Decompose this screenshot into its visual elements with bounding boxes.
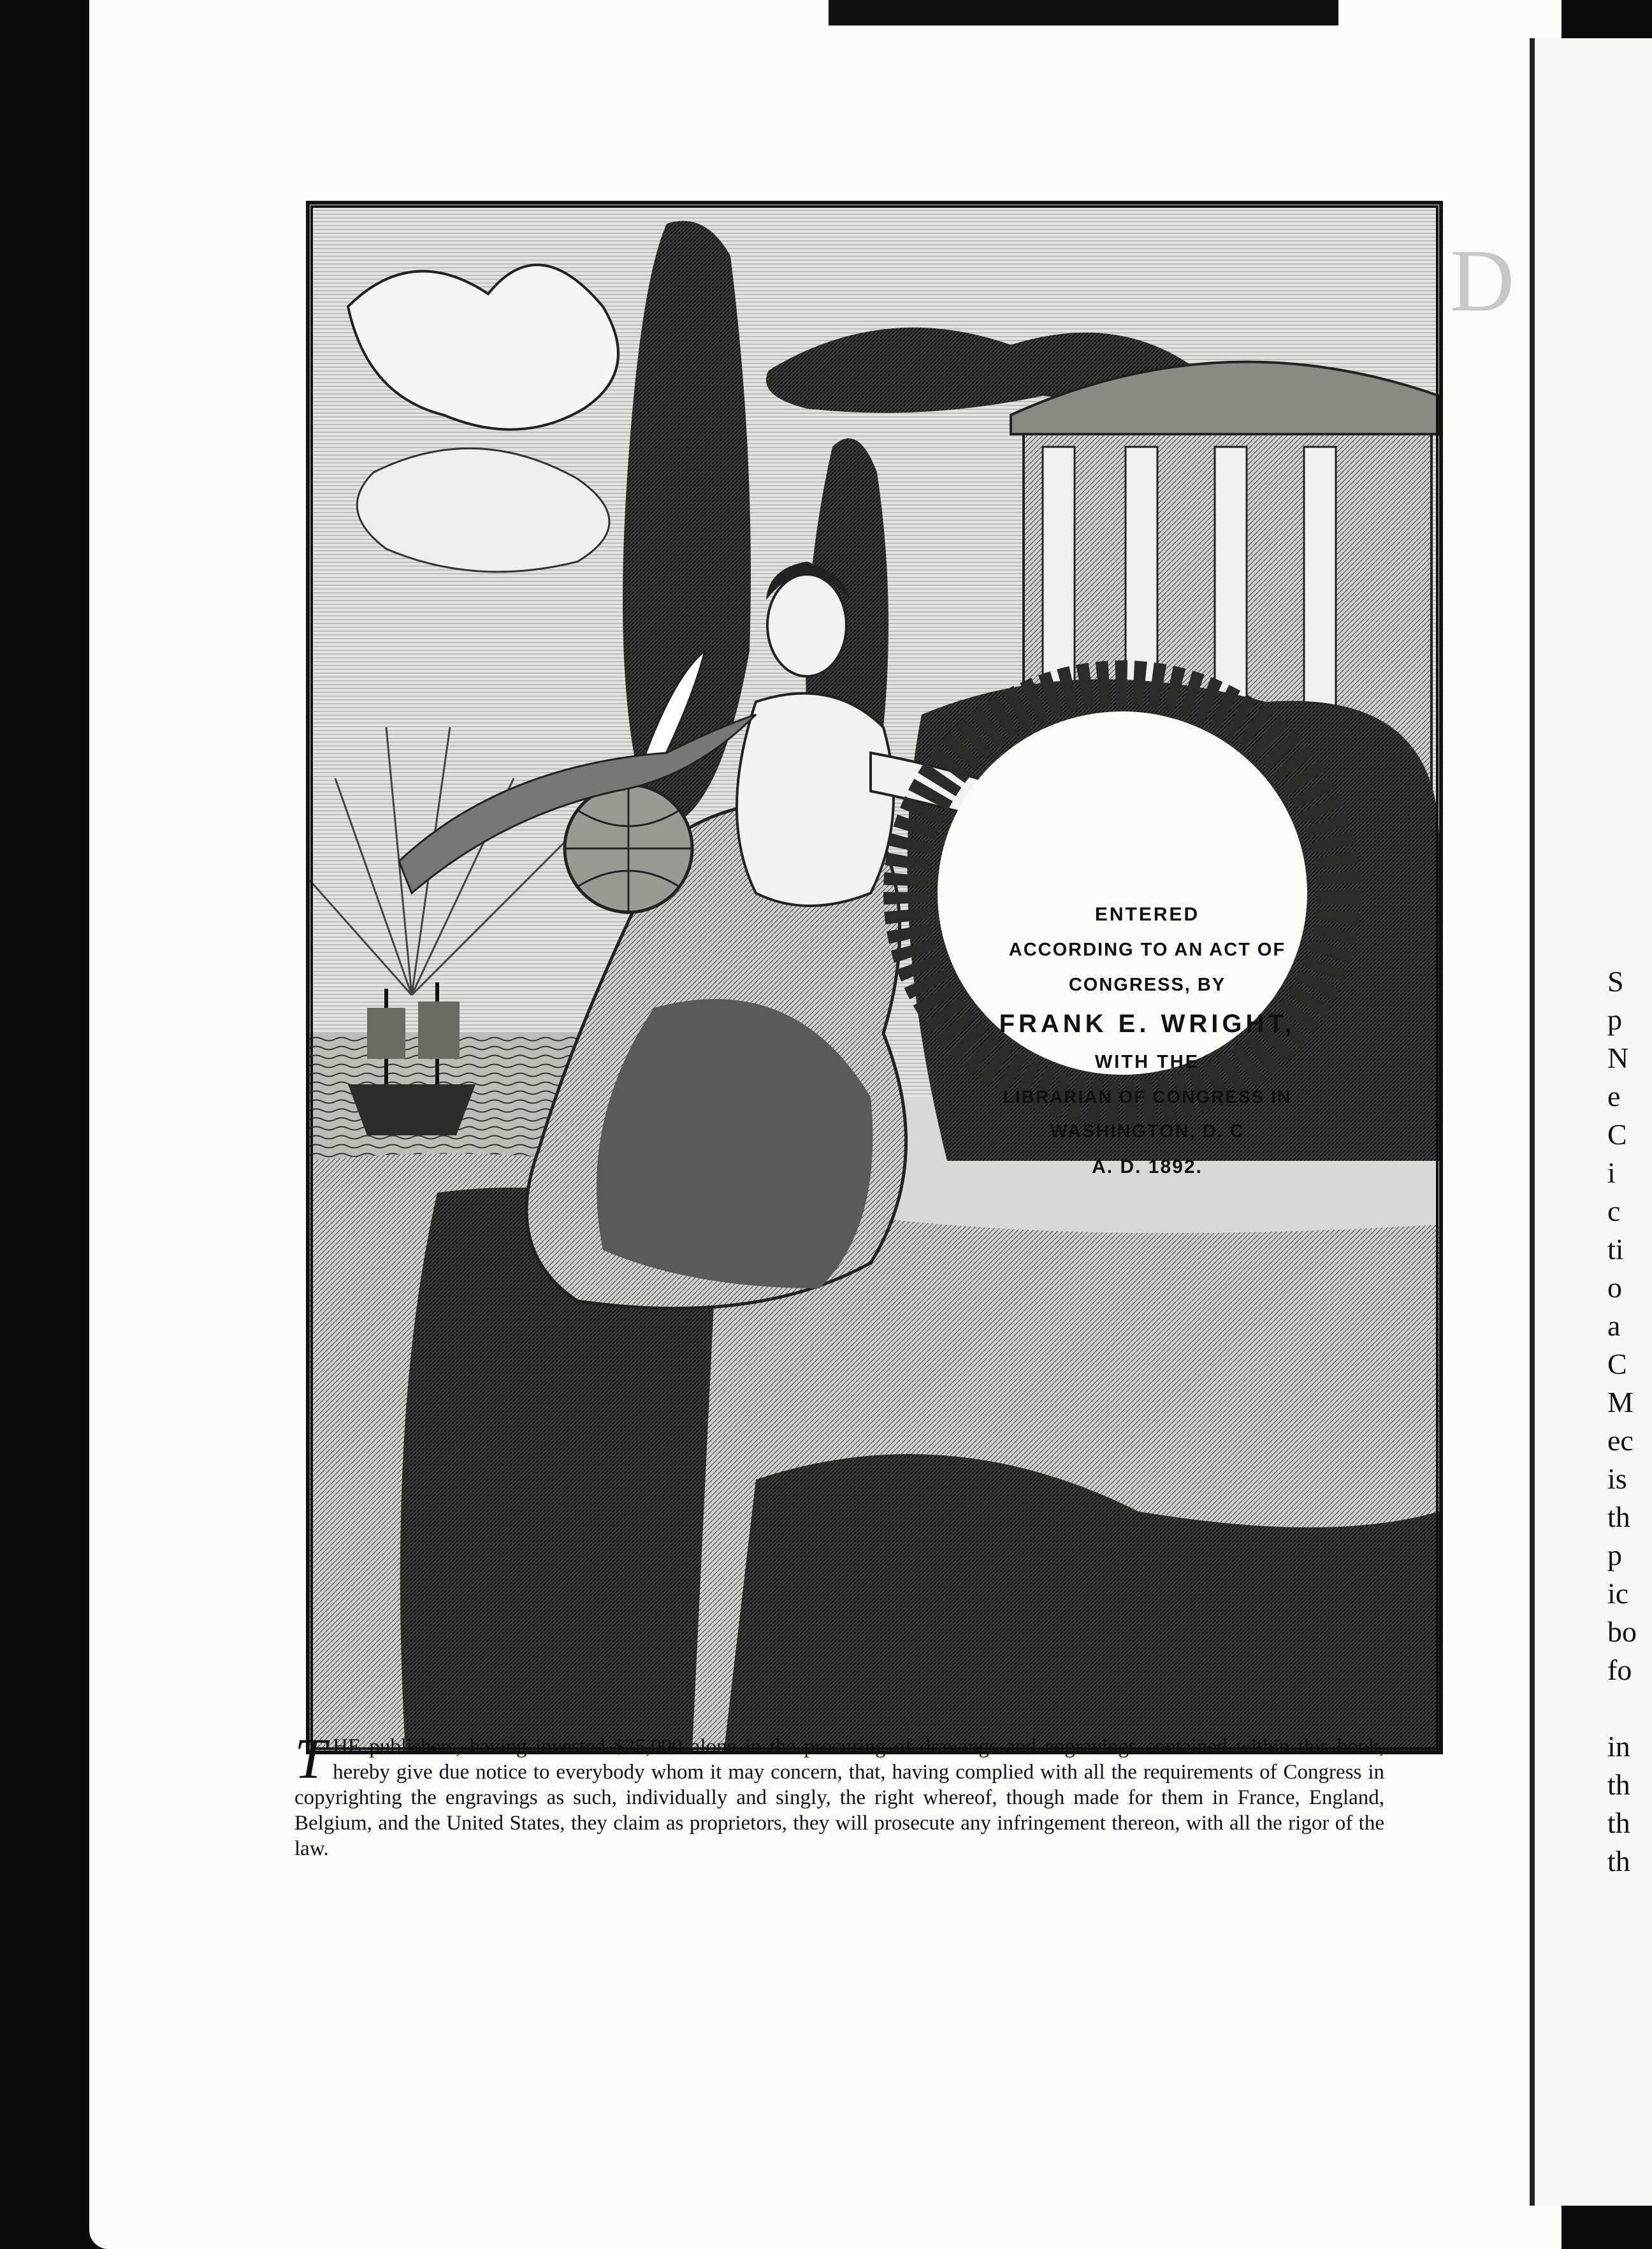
fragment: is bbox=[1607, 1462, 1627, 1495]
fragment: c bbox=[1607, 1195, 1621, 1227]
fragment: th bbox=[1607, 1807, 1630, 1839]
fragment: in bbox=[1607, 1730, 1630, 1763]
fragment: fo bbox=[1607, 1654, 1632, 1686]
fragment: p bbox=[1607, 1003, 1622, 1036]
fragment: ic bbox=[1607, 1577, 1629, 1610]
fragment: i bbox=[1607, 1156, 1616, 1189]
fragment: th bbox=[1607, 1501, 1630, 1533]
fragment: ec bbox=[1607, 1424, 1634, 1457]
medallion-line: ACCORDING TO AN ACT OF bbox=[1008, 940, 1286, 960]
right-page-text bbox=[1607, 963, 1652, 1881]
medallion-line: WASHINGTON, D. C bbox=[1050, 1121, 1245, 1142]
medallion-line: WITH THE bbox=[1094, 1052, 1200, 1072]
fragment: a bbox=[1607, 1309, 1621, 1342]
fragment: C bbox=[1607, 1348, 1627, 1380]
medallion-author: FRANK E. WRIGHT, bbox=[999, 1010, 1296, 1038]
fragment: C bbox=[1607, 1118, 1627, 1151]
scan-edge-shadow bbox=[829, 0, 1338, 25]
notice-text: HE publishers, having invested $25,000 alone in the procuring of drawings and engravings contained within this book, hereby give due notice to everybody whom it may concern, that, having complied with all the requirements of Congress in copyrighting the engravings as such, individually and singly, the right whereof, though made for them in France, England, Belgium, and the United States, they claim as proprietors, they will prosecute any infringement thereon, with all the rigor of the law. bbox=[294, 1735, 1384, 1860]
medallion-line: LIBRARIAN OF CONGRESS IN bbox=[1003, 1087, 1292, 1107]
drop-cap: T bbox=[294, 1728, 327, 1791]
fragment: o bbox=[1607, 1271, 1622, 1304]
fragment: th bbox=[1607, 1768, 1630, 1801]
publisher-notice bbox=[294, 1728, 1384, 1861]
fragment: p bbox=[1607, 1539, 1622, 1571]
fragment: S bbox=[1607, 965, 1624, 998]
paragraph-gap bbox=[1607, 1689, 1652, 1728]
fragment: th bbox=[1607, 1845, 1630, 1877]
fragment: bo bbox=[1607, 1615, 1637, 1648]
fragment: e bbox=[1607, 1080, 1621, 1112]
fragment: M bbox=[1607, 1386, 1634, 1418]
bleed-through-letter: D bbox=[1450, 231, 1515, 330]
fragment: ti bbox=[1607, 1233, 1624, 1265]
medallion-date: A. D. 1892. bbox=[1092, 1156, 1203, 1177]
copyright-medallion bbox=[982, 905, 1313, 1177]
fragment: N bbox=[1607, 1042, 1629, 1074]
medallion-line: CONGRESS, BY bbox=[1068, 975, 1226, 995]
medallion-line: ENTERED bbox=[1094, 904, 1200, 925]
